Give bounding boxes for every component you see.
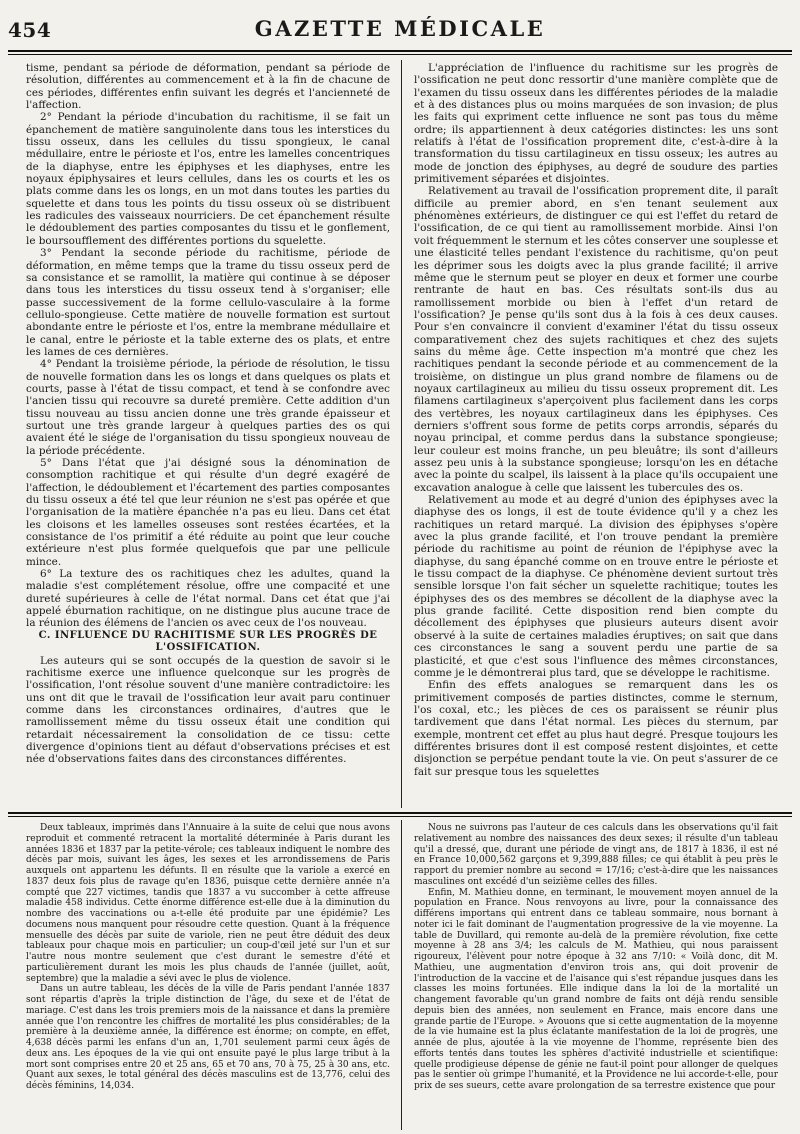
paragraph: Relativement au mode et au degré d'union des épiphyses avec la diaphyse des os longs, il est de toute évidence qu'il y a chez les rachitiques un retard marqué. La division des épiphyses s'opère avec la plus grande facilité, et l'on trouve pendant la première période du rachitisme au point de réunion de l'épiphyse avec la diaphyse, du sang épanché comme on en trouve entre le périoste et le tissu compact de la diaphyse. Ce phénomène devient surtout très sensible lorsque l'on fait sécher un squelette rachitique; toutes les épiphyses des os des membres se décollent de la diaphyse avec la plus grande facilité. Cette disposition rend bien compte du décollement des épiphyses que plusieurs auteurs disent avoir observé à la suite de certaines maladies éruptives; on sait que dans ces circonstances le sang a souvent perdu une partie de sa plasticité, et que c'est sous l'influence des mêmes circonstances, comme je le démontrerai plus tard, que se développe le rachitisme.	[414, 494, 778, 679]
paragraph: 5° Dans l'état que j'ai désigné sous la dénomination de consomption rachitique et qui résulte d'un degré exagéré de l'affection, le dédoublement et l'écartement des parties composantes du tissu osseux a été tel que leur réunion ne s'est pas opérée et que l'organisation de la matière épanchée n'a pas eu lieu. Dans cet état les cloisons et les lamelles osseuses sont restées écartées, et la consistance de l'os primitif a été réduite au point que leur couche extérieure n'est plus formée quelquefois que par une pellicule mince.	[26, 457, 390, 568]
journal-title: GAZETTE MÉDICALE	[254, 16, 546, 41]
paragraph: Enfin des effets analogues se remarquent dans les os primitivement composés de parties distinctes, comme le sternum, l'os coxal, etc.; les pièces de ces os paraissent se réunir plus tardivement que dans l'état normal. Les pièces du sternum, par exemple, montrent cet effet au plus haut degré. Presque toujours les différentes brisures dont il est composé restent disjointes, et cette disjonction se perpétue pendant toute la vie. On peut s'assurer de ce fait sur presque tous les squelettes	[414, 679, 778, 778]
footnote-rule	[8, 812, 792, 814]
header-rule-thin	[8, 54, 792, 55]
paragraph: 3° Pendant la seconde période du rachitisme, période de déformation, en même temps que la trame du tissu osseux perd de sa consistance et se ramollit, la matière qui continue à se déposer dans tous les interstices du tissu osseux tend à s'organiser; elle passe successivement de la forme cellulo-vasculaire à la forme cellulo-spongieuse. Cette matière de nouvelle formation est surtout abondante entre le périoste et l'os, entre la membrane médullaire et le canal, entre le périoste et la table externe des os plats, et entre les lames de ces dernières.	[26, 247, 390, 358]
page-number: 454	[8, 18, 52, 42]
paragraph: Les auteurs qui se sont occupés de la question de savoir si le rachitisme exerce une influence quelconque sur les progrès de l'ossification, l'ont résolue souvent d'une manière contradictoire: les uns ont dit que le travail de l'ossification leur avait paru continuer comme dans les circonstances ordinaires, d'autres que le ramollissement même du tissu osseux était une condition qui retardait nécessairement la consolidation de ce tissu: cette divergence d'opinions tient au défaut d'observations précises et est née d'observations faites dans des circonstances différentes.	[26, 654, 390, 766]
left-column	[26, 62, 390, 806]
paragraph: 4° Pendant la troisième période, la période de résolution, le tissu de nouvelle formation dans les os longs et dans quelques os plats et courts, passe à l'état de tissu compact, et tend à se confondre avec l'ancien tissu qui recouvre sa dureté première. Cette addition d'un tissu nouveau au tissu ancien donne une très grande épaisseur et surtout une très grande largeur à quelques parties des os qui avaient été le siége de l'organisation du tissu spongieux nouveau de la période précédente.	[26, 358, 390, 457]
feuilleton-left-column	[26, 823, 390, 1129]
paragraph: Relativement au travail de l'ossification proprement dite, il paraît difficile au premier abord, en s'en tenant seulement aux phénomènes extérieurs, de distinguer ce qui est l'effet du retard de l'ossification, de ce qui tient au ramollissement morbide. Ainsi l'on voit fréquemment le sternum et les côtes conserver une souplesse et une élasticité telles pendant l'existence du rachitisme, qu'on peut les déprimer sous les doigts avec la plus grande facilité; il arrive même que le sternum peut se ployer en deux et former une courbe rentrante de haut en bas. Ces résultats sont-ils dus au ramollissement morbide ou bien à l'effet d'un retard de l'ossification? Je pense qu'ils sont dus à la fois à ces deux causes. Pour s'en convaincre il convient d'examiner l'état du tissu osseux comparativement chez des sujets rachitiques et chez des sujets sains du même âge. Cette inspection m'a montré que chez les rachitiques pendant la seconde période et au commencement de la troisième, on distingue un plus grand nombre de filamens ou de noyaux cartilagineux au milieu du tissu osseux proprement dit. Les filamens cartilagineux s'aperçoivent plus facilement dans les corps des vertèbres, les noyaux cartilagineux dans les épiphyses. Ces derniers s'offrent sous forme de petits corps arrondis, séparés du noyau principal, et comme perdus dans la substance spongieuse; leur couleur est moins franche, un peu bleuâtre; ils sont d'ailleurs assez peu unis à la substance spongieuse; lorsqu'on les en détache avec la pointe du scalpel, ils laissent à la place qu'ils occupaient une excavation analogue à celle que laissent les tubercules des os.	[414, 185, 778, 494]
right-column	[414, 62, 778, 806]
paragraph: 2° Pendant la période d'incubation du rachitisme, il se fait un épanchement de matière sanguinolente dans tous les interstices du tissu osseux, dans les cellules du tissu spongieux, le canal médullaire, entre le périoste et l'os, entre les lamelles concentriques de la diaphyse, entre les épiphyses et les diaphyses, entre les noyaux épiphysaires et leurs cellules, dans les os courts et les os plats comme dans les os longs, en un mot dans toutes les parties du squelette et dans tous les points du tissu osseux où se distribuent les radicules des vaisseaux nourriciers. De cet épanchement résulte le dédoublement des parties composantes du tissu et le gonflement, le boursoufflement des différentes portions du squelette.	[26, 111, 390, 247]
section-heading: C. INFLUENCE DU RACHITISME SUR LES PROGRÈS DE L'OSSIFICATION.	[38, 629, 378, 654]
footnote-rule-thin	[8, 816, 792, 817]
footnote-paragraph: Enfin, M. Mathieu donne, en terminant, le mouvement moyen annuel de la population en France. Nous renvoyons au livre, pour la connaissance des différens importans qui entrent dans ce tableau sommaire, nous bornant à noter ici le fait dominant de l'augmentation progressive de la vie moyenne. La table de Duvillard, qui remonte au-delà de la première révolution, fixe cette moyenne à 28 ans 3/4; les calculs de M. Mathieu, qui nous paraissent rigoureux, l'élèvent pour notre époque à 32 ans 7/10: « Voilà donc, dit M. Mathieu, une augmentation d'environ trois ans, qui doit provenir de l'introduction de la vaccine et de l'aisance qui s'est répandue jusques dans les classes les moins fortunées. Elle indique dans la loi de la mortalité un changement favorable qu'un grand nombre de faits ont déjà rendu sensible depuis bien des années, non seulement en France, mais encore dans une grande partie de l'Europe. » Avouons que si cette augmentation de la moyenne de la vie humaine est la plus éclatante manifestation de la loi de progrès, une année de plus, ajoutée à la vie moyenne de l'homme, représente bien des efforts tentés dans toutes les sphères d'activité industrielle et scientifique: quelle prodigieuse dépense de génie ne faut-il point pour allonger de quelques pas le sentier où grimpe l'humanité, et la Providence ne lui accorde-t-elle, pour prix de ses sueurs, cette avare prolongation de sa terrestre existence que pour	[414, 887, 778, 1091]
header-rule	[8, 50, 792, 52]
column-divider	[401, 60, 402, 808]
footnote-paragraph: Deux tableaux, imprimés dans l'Annuaire à la suite de celui que nous avons reproduit et commenté retracent la mortalité déterminée à Paris durant les années 1836 et 1837 par la petite-vérole; ces tableaux indiquent le nombre des décès par mois, suivant les âges, les sexes et les arrondissemens de Paris auxquels ont appartenu les défunts. Il en résulte que la variole a exercé en 1837 deux fois plus de ravage qu'en 1836, puisque cette dernière année n'a compté que 227 victimes, tandis que 1837 a vu succomber à cette affreuse maladie 458 individus. Cette énorme différence est-elle due à la diminution du nombre des vaccinations ou a-t-elle été produite par une épidémie? Les documens nous manquent pour résoudre cette question. Quant à la fréquence mensuelle des décès par suite de variole, rien ne peut être déduit des deux tableaux pour chaque mois en particulier; un coup-d'œil jeté sur l'un et sur l'autre nous montre seulement que c'est durant le semestre d'été et particulièrement durant les mois les plus chauds de l'année (juillet, août, septembre) que la maladie a sévi avec le plus de violence.	[26, 823, 390, 984]
paragraph: L'appréciation de l'influence du rachitisme sur les progrès de l'ossification ne peut donc ressortir d'une manière complète que de l'examen du tissu osseux dans les différentes périodes de la maladie et à des distances plus ou moins marquées de son invasion; de plus les faits qui expriment cette influence ne sont pas tous du même ordre; ils appartiennent à deux catégories distinctes: les uns sont relatifs à l'état de l'ossification proprement dite, c'est-à-dire à la transformation du tissu cartilagineux en tissu osseux; les autres au mode de jonction des épiphyses, au degré de soudure des parties primitivement séparées et disjointes.	[414, 62, 778, 186]
feuilleton-right-column	[414, 823, 778, 1129]
footnote-paragraph: Dans un autre tableau, les décès de la ville de Paris pendant l'année 1837 sont répartis d'après la triple distinction de l'âge, du sexe et de l'état de mariage. C'est dans les trois premiers mois de la naissance et dans la première année que l'on rencontre les chiffres de mortalité les plus considérables; de la première à la deuxième année, la différence est énorme; on compte, en effet, 4,638 décès parmi les enfans d'un an, 1,701 seulement parmi ceux âgés de deux ans. Les époques de la vie qui ont ensuite payé le plus large tribut à la mort sont comprises entre 20 et 25 ans, 65 et 70 ans, 70 à 75, 25 à 30 ans, etc. Quant aux sexes, le total général des décès masculins est de 13,776, celui des décès féminins, 14,034.	[26, 984, 390, 1091]
page-header	[8, 14, 792, 44]
paragraph: 6° La texture des os rachitiques chez les adultes, quand la maladie s'est complétement résolue, offre une compacité et une dureté supérieures à celle de l'état normal. Dans cet état que j'ai appelé éburnation rachitique, on ne distingue plus aucune trace de la réunion des élémens de l'ancien os avec ceux de l'os nouveau.	[26, 568, 390, 630]
footnote-paragraph: Nous ne suivrons pas l'auteur de ces calculs dans les observations qu'il fait relativement au nombre des naissances des deux sexes; il résulte d'un tableau qu'il a dressé, que, durant une période de vingt ans, de 1817 à 1836, il est né en France 10,000,562 garçons et 9,399,888 filles; ce qui établit à peu près le rapport du premier nombre au second = 17/16; c'est-à-dire que les naissances masculines ont excédé d'un seizième celles des filles.	[414, 823, 778, 887]
feuilleton-divider	[401, 820, 402, 1130]
paragraph: tisme, pendant sa période de déformation, pendant sa période de résolution, différentes au commencement et à la fin de chacune de ces périodes, différentes enfin suivant les degrés et l'ancienneté de l'affection.	[26, 62, 390, 112]
